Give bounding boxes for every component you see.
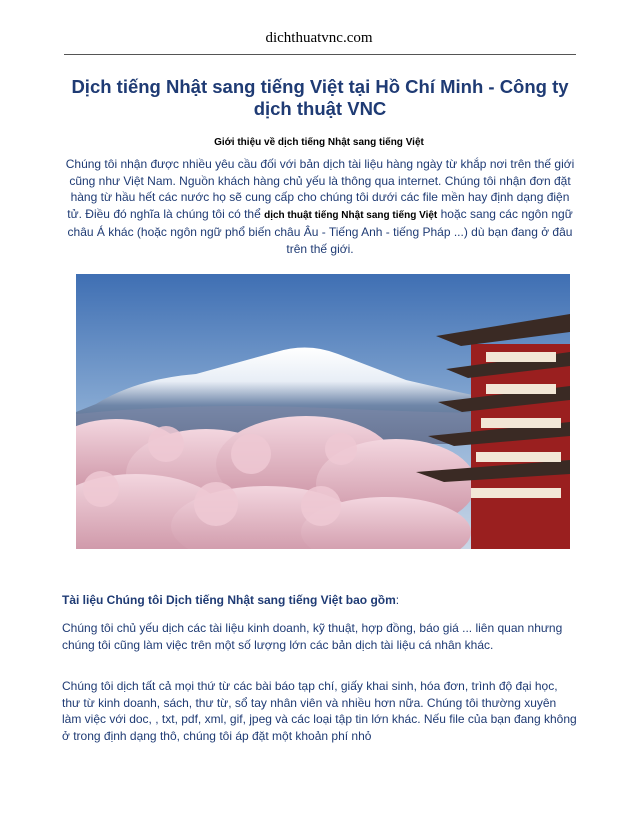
page-title: Dịch tiếng Nhật sang tiếng Việt tại Hồ Chí Minh - Công ty dịch thuật VNC <box>71 76 569 119</box>
intro-emphasis: dịch thuật tiếng Nhật sang tiếng Việt <box>264 209 438 221</box>
section-heading-text: Tài liệu Chúng tôi Dịch tiếng Nhật sang tiếng Việt bao gồm <box>62 593 396 607</box>
section-paragraph-2: Chúng tôi dịch tất cả mọi thứ từ các bài báo tạp chí, giấy khai sinh, hóa đơn, trình độ đại học, thư từ kinh doanh, sách, thư từ, sổ tay nhân viên và nhiều hơn nữa. Chúng tôi thường xuyên làm việc với doc, , txt, pdf, xml, gif, jpeg và các loại tập tin lớn khác. Nếu file của bạn đang không ở trong định dạng thô, chúng tôi áp đặt một khoản phí nhỏ <box>62 679 577 743</box>
section-heading <box>62 592 578 609</box>
site-header: dichthuatvnc.com <box>265 30 373 46</box>
section-paragraph-1: Chúng tôi chủ yếu dịch các tài liệu kinh doanh, kỹ thuật, hợp đồng, báo giá ... liên quan nhưng chúng tôi cũng làm việc trên một số lượng lớn các bản dịch tài liệu cá nhân khác. <box>62 621 563 652</box>
fuji-pagoda-photo <box>76 274 570 549</box>
page-subtitle: Giới thiệu về dịch tiếng Nhật sang tiếng Việt <box>214 137 424 148</box>
header-divider <box>64 54 576 55</box>
photo-illustration <box>76 274 570 549</box>
intro-text-2: hoặc sang các ngôn ngữ châu Á khác (hoặc ngôn ngữ phổ biến châu Âu - Tiếng Anh - tiếng Pháp ...) dù bạn đang ở đâu trên thế giới. <box>67 206 573 256</box>
section-heading-colon: : <box>395 593 400 607</box>
intro-paragraph <box>62 156 578 257</box>
intro-text-1: Chúng tôi nhận được nhiều yêu cầu đối với bản dịch tài liệu hàng ngày từ khắp nơi trên thế giới cũng như Việt Nam. Nguồn khách hàng chủ yếu là thông qua internet. Chúng tôi nhận đơn đặt hàng từ hầu hết các nước họ sẽ cung cấp cho chúng tôi dưới các file mền hay định dạng điện tử. Điều đó nghĩa là chúng tôi có thể <box>65 157 575 221</box>
